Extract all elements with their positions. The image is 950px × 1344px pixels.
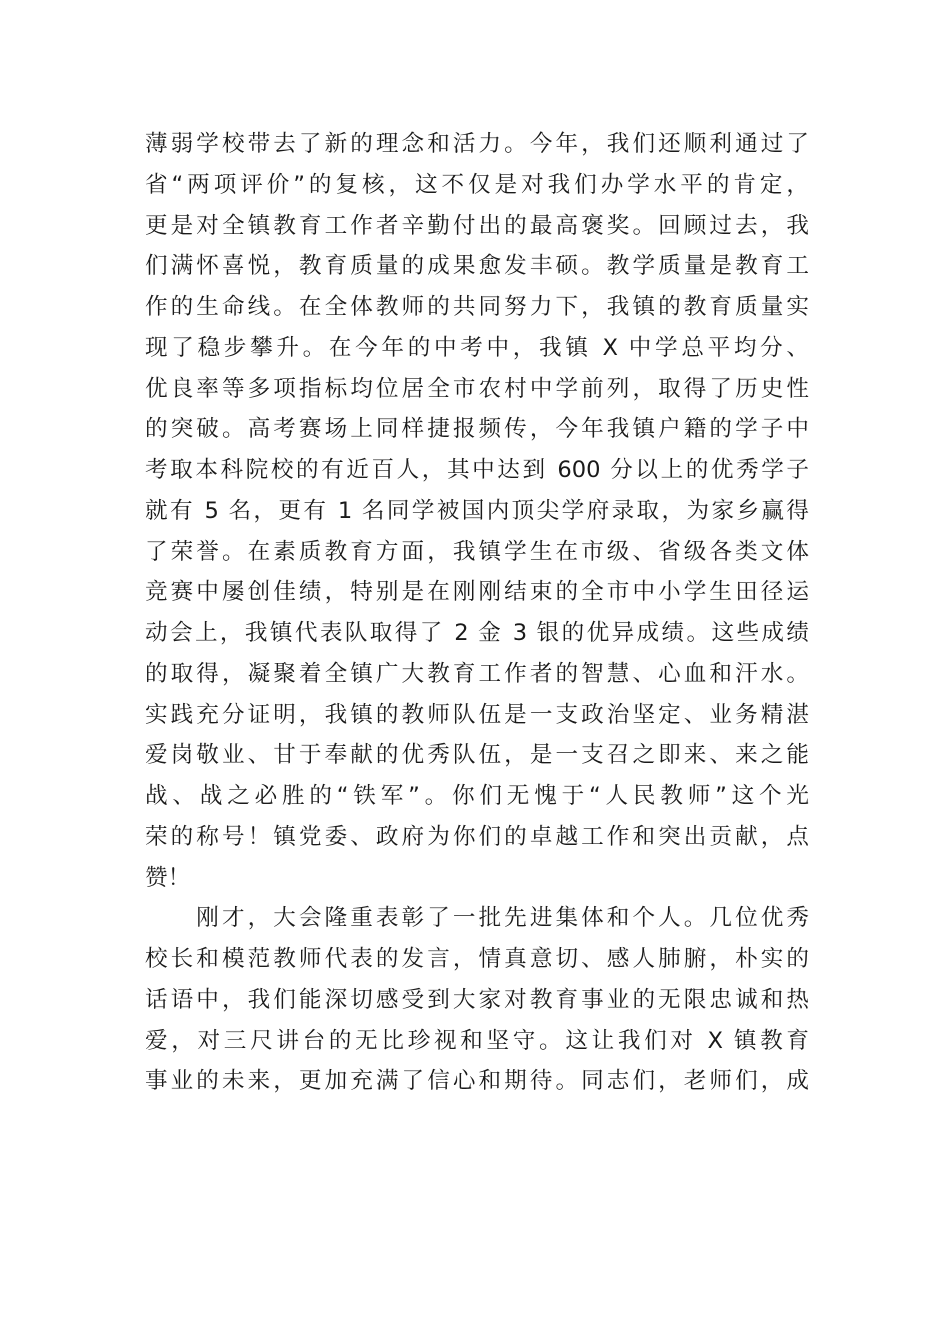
body-text bbox=[145, 124, 809, 1102]
text-line: 的取得，凝聚着全镇广大教育工作者的智慧、心血和汗水。 bbox=[145, 660, 809, 687]
text-line: 动会上，我镇代表队取得了 2 金 3 银的优异成绩。这些成绩 bbox=[145, 620, 809, 646]
text-line: 爱岗敬业、甘于奉献的优秀队伍，是一支召之即来、来之能 bbox=[145, 742, 809, 769]
text-line: 们满怀喜悦，教育质量的成果愈发丰硕。教学质量是教育工 bbox=[145, 253, 809, 280]
text-line: 就有 5 名，更有 1 名同学被国内顶尖学府录取，为家乡赢得 bbox=[145, 497, 809, 524]
text-line: 实践充分证明，我镇的教师队伍是一支政治坚定、业务精湛 bbox=[145, 701, 809, 728]
text-line: 事业的未来，更加充满了信心和期待。同志们，老师们，成 bbox=[145, 1068, 809, 1095]
text-line: 战、战之必胜的“铁军”。你们无愧于“人民教师”这个光 bbox=[145, 783, 809, 809]
text-line: 校长和模范教师代表的发言，情真意切、感人肺腑，朴实的 bbox=[145, 946, 809, 972]
text-line: 优良率等多项指标均位居全市农村中学前列，取得了历史性 bbox=[145, 375, 809, 402]
text-line: 现了稳步攀升。在今年的中考中，我镇 X 中学总平均分、 bbox=[145, 334, 809, 361]
paragraph-end-line: 赞！ bbox=[145, 864, 191, 891]
text-line: 薄弱学校带去了新的理念和活力。今年，我们还顺利通过了 bbox=[145, 131, 809, 157]
text-line: 竞赛中屡创佳绩，特别是在刚刚结束的全市中小学生田径运 bbox=[145, 579, 809, 606]
text-line: 更是对全镇教育工作者辛勤付出的最高褒奖。回顾过去，我 bbox=[145, 212, 809, 239]
text-line: 话语中，我们能深切感受到大家对教育事业的无限忠诚和热 bbox=[145, 986, 809, 1013]
text-line: 考取本科院校的有近百人，其中达到 600 分以上的优秀学子 bbox=[145, 457, 809, 483]
text-line: 刚才，大会隆重表彰了一批先进集体和个人。几位优秀 bbox=[145, 905, 809, 932]
text-line: 荣的称号！镇党委、政府为你们的卓越工作和突出贡献，点 bbox=[145, 823, 809, 850]
text-line: 了荣誉。在素质教育方面，我镇学生在市级、省级各类文体 bbox=[145, 538, 809, 565]
text-line: 爱，对三尺讲台的无比珍视和坚守。这让我们对 X 镇教育 bbox=[145, 1027, 809, 1054]
text-line: 作的生命线。在全体教师的共同努力下，我镇的教育质量实 bbox=[145, 294, 809, 320]
text-line: 省“两项评价”的复核，这不仅是对我们办学水平的肯定， bbox=[145, 171, 809, 198]
text-line: 的突破。高考赛场上同样捷报频传，今年我镇户籍的学子中 bbox=[145, 416, 809, 443]
